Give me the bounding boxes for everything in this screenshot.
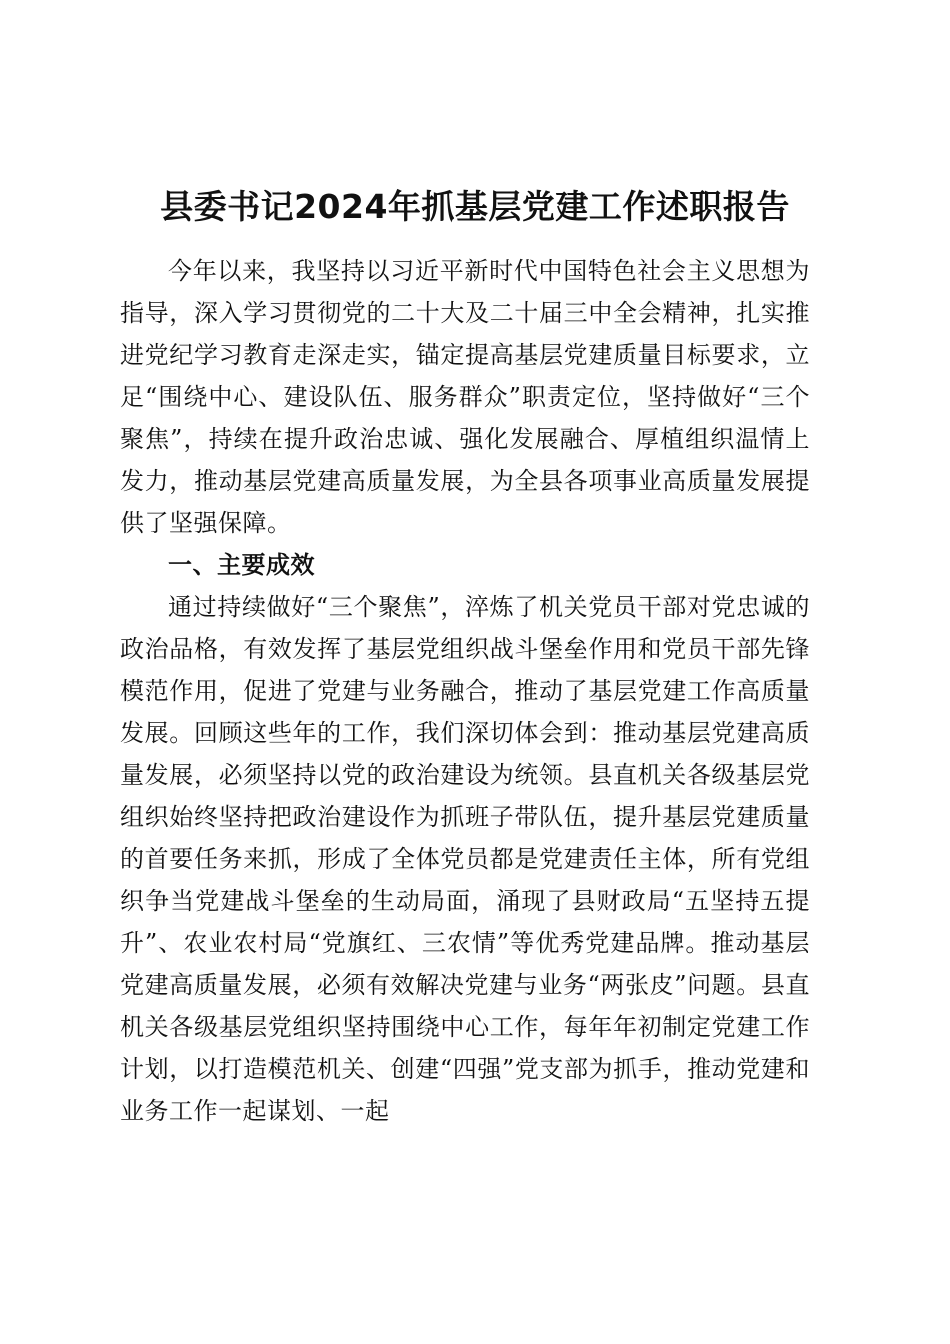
document-title: 县委书记2024年抓基层党建工作述职报告 <box>160 187 790 226</box>
section-heading-main-results: 一、主要成效 <box>168 551 315 579</box>
main-results-paragraph: 通过持续做好“三个聚焦”，淬炼了机关党员干部对党忠诚的政治品格，有效发挥了基层党组织战斗堡垒作用和党员干部先锋模范作用，促进了党建与业务融合，推动了基层党建工作高质量发展。回顾这些年的工作，我们深切体会到：推动基层党建高质量发展，必须坚持以党的政治建设为统领。县直机关各级基层党组织始终坚持把政治建设作为抓班子带队伍，提升基层党建质量的首要任务来抓，形成了全体党员都是党建责任主体，所有党组织争当党建战斗堡垒的生动局面，涌现了县财政局“五坚持五提升”、农业农村局“党旗红、三农情”等优秀党建品牌。推动基层党建高质量发展，必须有效解决党建与业务“两张皮”问题。县直机关各级基层党组织坚持围绕中心工作，每年年初制定党建工作计划，以打造模范机关、创建“四强”党支部为抓手，推动党建和业务工作一起谋划、一起 <box>120 593 810 1125</box>
intro-paragraph: 今年以来，我坚持以习近平新时代中国特色社会主义思想为指导，深入学习贯彻党的二十大及二十届三中全会精神，扎实推进党纪学习教育走深走实，锚定提高基层党建质量目标要求，立足“围绕中心、建设队伍、服务群众”职责定位，坚持做好“三个聚焦”，持续在提升政治忠诚、强化发展融合、厚植组织温情上发力，推动基层党建高质量发展，为全县各项事业高质量发展提供了坚强保障。 <box>120 257 810 537</box>
document-body <box>120 250 810 1132</box>
